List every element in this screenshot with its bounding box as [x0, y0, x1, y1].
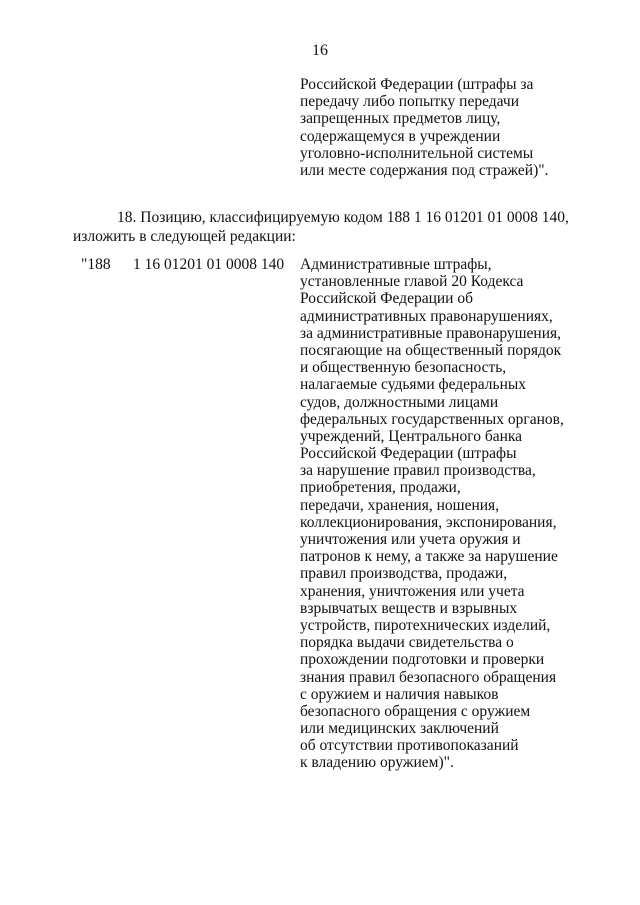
description-line: хранения, уничтожения или учета: [300, 582, 525, 600]
paragraph-line: 18. Позицию, классифицируемую кодом 188 1 16 01201 01 0008 140,: [117, 209, 569, 226]
entry-description: [300, 256, 564, 772]
text-line: содержащемуся в учреждении: [300, 127, 501, 145]
continuation-text: [300, 76, 548, 179]
admin-code: "188: [81, 256, 111, 273]
text-line: передачу либо попытку передачи: [300, 93, 520, 111]
description-line: взрывчатых веществ и взрывных: [300, 599, 518, 617]
classification-code: 1 16 01201 01 0008 140: [133, 256, 285, 273]
description-line: Административные штрафы,: [300, 256, 492, 273]
description-line: прохождении подготовки и проверки: [300, 651, 545, 669]
description-line: устройств, пиротехнических изделий,: [300, 616, 551, 634]
description-line: патронов к нему, а также за нарушение: [300, 548, 558, 566]
text-line: уголовно-исполнительной системы: [300, 144, 534, 162]
description-line: за нарушение правил производства,: [300, 462, 536, 480]
paragraph-line: изложить в следующей редакции:: [73, 228, 296, 245]
description-line: судов, должностными лицами: [300, 393, 499, 411]
description-line: установленные главой 20 Кодекса: [300, 273, 524, 291]
description-line: правил производства, продажи,: [300, 565, 508, 583]
description-line: к владению оружием)".: [300, 754, 454, 772]
description-line: Российской Федерации (штрафы: [300, 445, 517, 463]
description-line: налагаемые судьями федеральных: [300, 376, 527, 394]
description-line: безопасного обращения с оружием: [300, 702, 531, 720]
paragraph-item-18: [73, 208, 573, 246]
page-number: 16: [312, 42, 328, 59]
text-line: запрещенных предметов лицу,: [300, 110, 501, 128]
text-line: Российской Федерации (штрафы за: [300, 76, 534, 93]
description-line: административных правонарушениях,: [300, 307, 553, 325]
description-line: и общественную безопасность,: [300, 359, 507, 377]
description-line: посягающие на общественный порядок: [300, 341, 562, 359]
description-line: знания правил безопасного обращения: [300, 668, 557, 686]
description-line: коллекционирования, экспонирования,: [300, 513, 557, 531]
description-line: учреждений, Центрального банка: [300, 427, 523, 445]
description-line: приобретения, продажи,: [300, 479, 461, 497]
description-line: порядка выдачи свидетельства о: [300, 634, 514, 652]
description-line: об отсутствии противопоказаний: [300, 737, 519, 755]
description-line: с оружием и наличия навыков: [300, 685, 499, 703]
description-line: или медицинских заключений: [300, 720, 499, 738]
description-line: федеральных государственных органов,: [300, 410, 564, 428]
text-line: или месте содержания под стражей)".: [300, 161, 549, 179]
description-line: Российской Федерации об: [300, 290, 473, 308]
description-line: уничтожения или учета оружия и: [300, 531, 521, 548]
description-line: передачи, хранения, ношения,: [300, 496, 500, 514]
description-line: за административные правонарушения,: [300, 324, 562, 342]
